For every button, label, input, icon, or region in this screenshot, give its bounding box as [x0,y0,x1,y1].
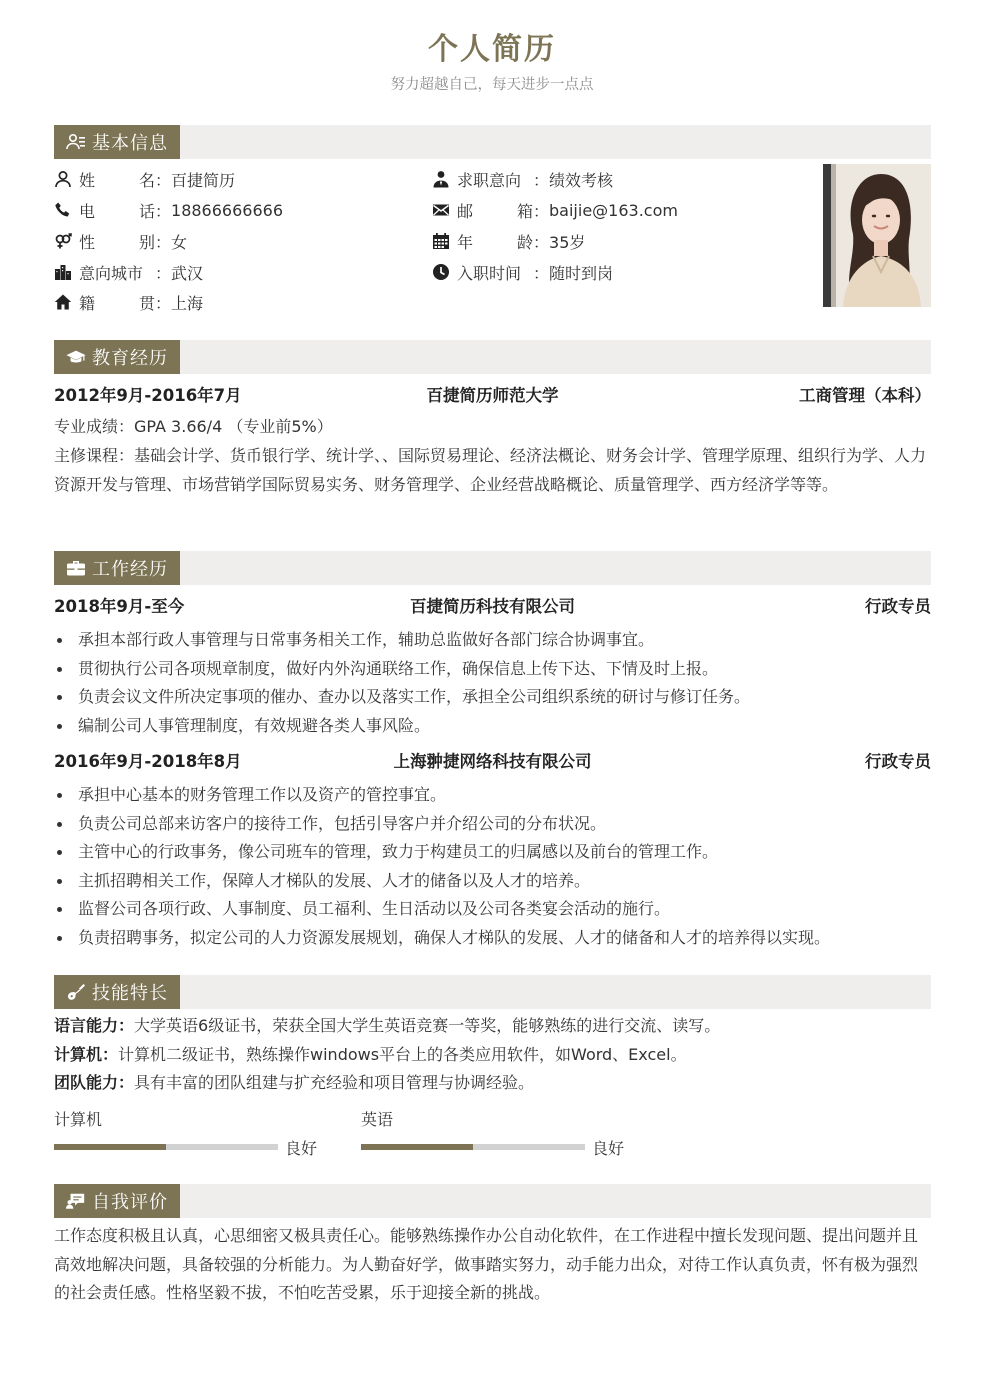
skill-line-text: 具有丰富的团队组建与扩充经验和项目管理与协调经验。 [134,1073,535,1092]
duty-item: 负责招聘事务，拟定公司的人力资源发展规划，确保人才梯队的发展、人才的储备和人才的培养得以实现。 [54,924,931,953]
duty-item: 承担中心基本的财务管理工作以及资产的管控事宜。 [54,781,931,810]
name-label-a: 姓 [79,170,96,190]
skill-bar-1-level: 良好 [285,1139,318,1158]
education-school: 百捷简历师范大学 [426,386,559,405]
briefcase-icon [66,559,86,577]
job-1-date: 2018年9月-至今 [54,597,185,616]
email-label-b: 箱 [516,201,533,221]
self-eval-tab [54,1184,180,1218]
education-entry-line [54,382,931,406]
job-1-role: 行政专员 [865,597,931,616]
duty-item: 负责公司总部来访客户的接待工作，包括引导客户并介绍公司的分布状况。 [54,810,931,839]
user-card-icon [66,133,86,151]
duty-item: 监督公司各项行政、人事制度、员工福利、生日活动以及公司各类宴会活动的施行。 [54,895,931,924]
skill-bar-2-fill [361,1144,473,1150]
city-value: 武汉 [171,263,204,283]
comment-user-icon [66,1192,86,1210]
self-eval-text: 工作态度积极且认真，心思细密又极具责任心。能够熟练操作办公自动化软件，在工作进程中擅长发现问题、提出问题并且高效地解决问题，具备较强的分析能力。为人勤奋好学，做事踏实努力，动手能力出众，对待工作认真负责，怀有极为强烈的社会责任感。性格坚毅不拔，不怕吃苦受累，乐于迎接全新的挑战。 [54,1226,919,1302]
intention-value: 绩效考核 [549,170,614,190]
job-1-company: 百捷简历科技有限公司 [410,597,575,616]
duty-item: 贯彻执行公司各项规章制度，做好内外沟通联络工作，确保信息上传下达、下情及时上报。 [54,655,931,684]
phone-value: 18866666666 [171,200,283,220]
hometown-colon: ： [155,293,172,313]
city-colon: ： [155,263,172,283]
person-icon [54,170,72,188]
phone-label-a: 电 [79,201,96,221]
hometown-label-b: 贯 [138,293,155,313]
phone-colon: ： [155,201,172,221]
intention-colon: ： [533,170,550,190]
gender-label-b: 别 [138,232,155,252]
duty-item: 承担本部行政人事管理与日常事务相关工作，辅助总监做好各部门综合协调事宜。 [54,626,931,655]
intention-label: 求职意向 [457,170,522,190]
basic-info-header [54,125,931,159]
skill-line-text: 计算机二级证书，熟练操作windows平台上的各类应用软件，如Word、Excel。 [118,1044,687,1064]
work-tab [54,551,180,585]
skills-header [54,975,931,1009]
start-label: 入职时间 [457,263,522,283]
hometown-value: 上海 [171,293,204,313]
mail-icon [432,201,450,219]
skill-bar-2-track [361,1144,585,1150]
job-2-role: 行政专员 [865,752,931,771]
self-eval-header [54,1184,931,1218]
info-email [432,199,678,221]
info-city [54,261,203,283]
city-icon [54,263,72,281]
home-icon [54,293,72,311]
skill-line-label: 团队能力： [54,1073,135,1092]
duty-item: 主管中心的行政事务，像公司班车的管理，致力于构建员工的归属感以及前台的管理工作。 [54,838,931,867]
education-courses: 主修课程：基础会计学、货币银行学、统计学、、国际贸易理论、经济法概论、财务会计学、管理学原理、组织行为学、人力资源开发与管理、市场营销学国际贸易实务、财务管理学、企业经营战略概论、质量管理学、西方经济学等等。 [54,446,927,494]
portrait-illustration [823,164,931,307]
skills-tab [54,975,180,1009]
skills-list [54,1012,931,1098]
job-1-line [54,593,931,617]
name-colon: ： [155,170,172,190]
email-colon: ： [533,201,550,221]
skill-line-label: 语言能力： [54,1016,135,1035]
profile-photo [823,164,931,307]
education-title: 教育经历 [92,348,168,369]
clock-icon [432,263,450,281]
duty-item: 负责会议文件所决定事项的催办、查办以及落实工作，承担全公司组织系统的研讨与修订任务。 [54,683,931,712]
skills-title: 技能特长 [92,983,168,1004]
name-value: 百捷简历 [171,170,236,190]
email-value: baijie@163.com [549,200,678,220]
info-phone [54,199,283,221]
info-age [432,230,585,252]
job-1-duties [54,626,931,740]
phone-icon [54,201,72,219]
gender-value: 女 [171,232,188,252]
basic-info-tab [54,125,180,159]
city-label: 意向城市 [79,263,144,283]
info-gender [54,230,187,252]
work-header [54,551,931,585]
basic-info-title: 基本信息 [92,133,168,154]
work-title: 工作经历 [92,559,168,580]
info-start [432,261,613,283]
hometown-label-a: 籍 [79,293,96,313]
calendar-icon [432,232,450,250]
info-hometown [54,291,203,313]
guitar-icon [66,983,86,1001]
education-gpa: 专业成绩：GPA 3.66/4 （专业前5%） [54,417,333,436]
skill-line-text: 大学英语6级证书，荣获全国大学生英语竞赛一等奖，能够熟练的进行交流、读写。 [134,1016,721,1035]
skill-bar-1-track [54,1144,278,1150]
education-major: 工商管理（本科） [799,386,931,405]
job-2-duties [54,781,931,952]
self-eval-title: 自我评价 [92,1192,168,1213]
age-label-b: 龄 [516,232,533,252]
education-header [54,340,931,374]
gender-colon: ： [155,232,172,252]
age-value: 35岁 [549,232,586,252]
job-2-line [54,748,931,772]
skill-line-label: 计算机： [54,1044,119,1064]
skill-bar-2-level: 良好 [592,1139,625,1158]
resume-subtitle: 努力超越自己，每天进步一点点 [390,77,594,93]
gender-icon [54,232,72,250]
job-2-company: 上海翀捷网络科技有限公司 [393,752,592,771]
gender-label-a: 性 [79,232,96,252]
info-intention [432,168,613,190]
education-date: 2012年9月-2016年7月 [54,386,242,405]
job-seeker-icon [432,170,450,188]
skill-line [54,1041,931,1070]
email-label-a: 邮 [457,201,474,221]
resume-title: 个人简历 [428,32,556,67]
phone-label-b: 话 [138,201,155,221]
graduation-cap-icon [66,348,86,366]
skill-bar-2-name: 英语 [361,1110,394,1129]
info-name [54,168,235,190]
skill-line [54,1012,931,1041]
education-tab [54,340,180,374]
age-label-a: 年 [457,232,474,252]
duty-item: 编制公司人事管理制度，有效规避各类人事风险。 [54,712,931,741]
job-2-date: 2016年9月-2018年8月 [54,752,242,771]
age-colon: ： [533,232,550,252]
skill-bar-1-name: 计算机 [54,1110,103,1129]
start-value: 随时到岗 [549,263,614,283]
duty-item: 主抓招聘相关工作，保障人才梯队的发展、人才的储备以及人才的培养。 [54,867,931,896]
start-colon: ： [533,263,550,283]
skill-line [54,1069,931,1098]
name-label-b: 名 [138,170,155,190]
skill-bar-1-fill [54,1144,166,1150]
